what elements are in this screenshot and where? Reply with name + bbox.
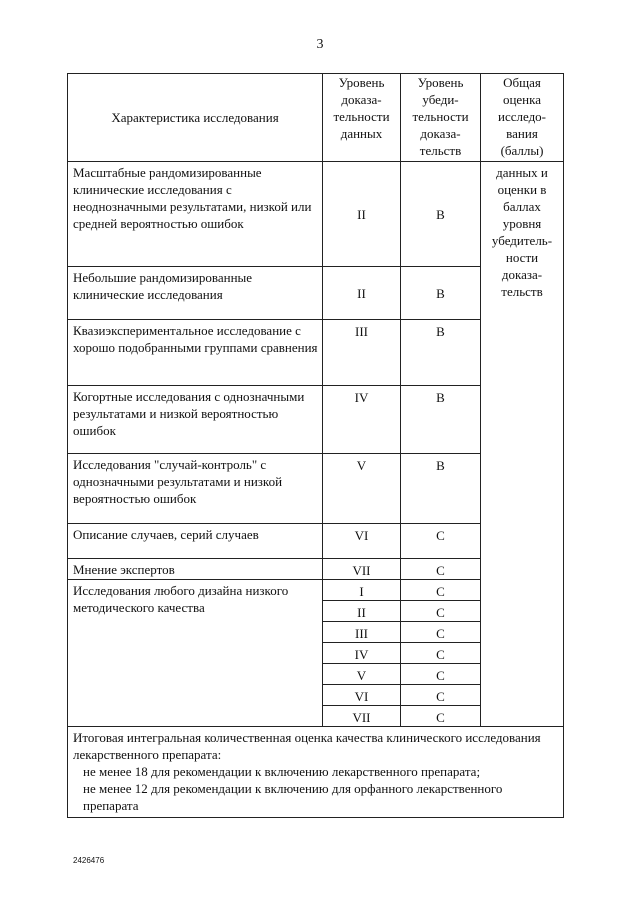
evidence-table xyxy=(67,73,564,818)
study-characteristic: Квазиэкспериментальное исследование с хорошо подобранными группами сравнения xyxy=(68,320,323,386)
evidence-level: II xyxy=(323,267,401,320)
document-id: 2426476 xyxy=(73,856,105,865)
evidence-level: IV xyxy=(323,643,401,664)
persuasiveness-grade: C xyxy=(401,601,481,622)
persuasiveness-grade: C xyxy=(401,559,481,580)
persuasiveness-grade: B xyxy=(401,386,481,454)
page-number: 3 xyxy=(316,37,324,52)
evidence-level: VII xyxy=(323,559,401,580)
summary-line: Итоговая интегральная количественная оценка качества клинического исследования лекарственного препарата: xyxy=(73,730,541,762)
summary-cell xyxy=(68,727,564,818)
persuasiveness-grade: C xyxy=(401,664,481,685)
persuasiveness-grade: C xyxy=(401,622,481,643)
study-characteristic: Когортные исследования с однозначными результатами и низкой вероятностью ошибок xyxy=(68,386,323,454)
study-characteristic: Небольшие рандомизированные клинические исследования xyxy=(68,267,323,320)
table-row xyxy=(68,162,564,267)
header-persuasiveness-level: Уровень убеди- тельности доказа- тельств xyxy=(401,74,481,162)
evidence-level: VI xyxy=(323,524,401,559)
study-characteristic: Исследования "случай-контроль" с однозначными результатами и низкой вероятностью ошибок xyxy=(68,454,323,524)
persuasiveness-grade: C xyxy=(401,643,481,664)
persuasiveness-grade: B xyxy=(401,320,481,386)
persuasiveness-grade: B xyxy=(401,454,481,524)
study-characteristic: Описание случаев, серий случаев xyxy=(68,524,323,559)
summary-line: не менее 18 для рекомендации к включению лекарственного препарата; xyxy=(83,764,481,779)
evidence-level: V xyxy=(323,454,401,524)
evidence-level: II xyxy=(323,601,401,622)
persuasiveness-grade: C xyxy=(401,524,481,559)
persuasiveness-grade: B xyxy=(401,162,481,267)
study-characteristic: Исследования любого дизайна низкого методического качества xyxy=(68,580,323,727)
evidence-level: VII xyxy=(323,706,401,727)
study-characteristic: Масштабные рандомизированные клинические исследования с неоднозначными результатами, низкой или средней вероятностью ошибок xyxy=(68,162,323,267)
summary-row xyxy=(68,727,564,818)
evidence-level: II xyxy=(323,162,401,267)
evidence-level: IV xyxy=(323,386,401,454)
header-characteristic: Характеристика исследования xyxy=(68,74,323,162)
evidence-level: I xyxy=(323,580,401,601)
header-overall-score: Общая оценка исследо- вания (баллы) xyxy=(481,74,564,162)
study-characteristic: Мнение экспертов xyxy=(68,559,323,580)
persuasiveness-grade: B xyxy=(401,267,481,320)
header-evidence-level: Уровень доказа- тельности данных xyxy=(323,74,401,162)
persuasiveness-grade: C xyxy=(401,706,481,727)
table-header-row xyxy=(68,74,564,162)
summary-line: не менее 12 для рекомендации к включению для орфанного лекарственного препарата xyxy=(83,781,503,813)
persuasiveness-grade: C xyxy=(401,685,481,706)
overall-score-note: данных и оценки в баллах уровня убедитель- ности доказа- тельств xyxy=(481,162,564,727)
evidence-level: III xyxy=(323,320,401,386)
evidence-level: V xyxy=(323,664,401,685)
evidence-level: III xyxy=(323,622,401,643)
persuasiveness-grade: C xyxy=(401,580,481,601)
evidence-level: VI xyxy=(323,685,401,706)
